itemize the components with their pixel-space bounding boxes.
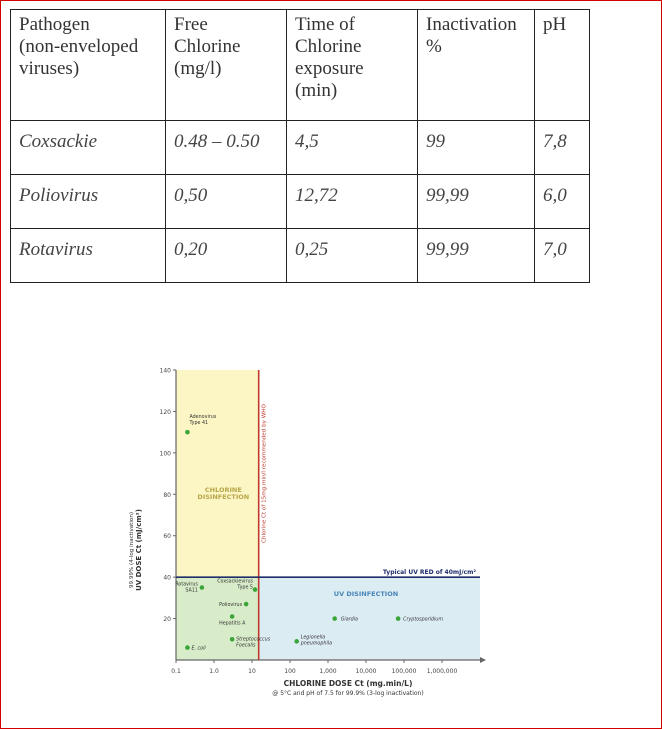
disinfection-chart bbox=[118, 358, 498, 708]
uv-red-label: Typical UV RED of 40mJ/cm² bbox=[382, 569, 476, 577]
point-label: Poliovirus bbox=[219, 603, 243, 609]
y-tick-label: 60 bbox=[163, 533, 171, 541]
x-tick-label: 1,000,000 bbox=[426, 668, 458, 675]
x-axis-subtitle: @ 5°C and pH of 7.5 for 99.9% (3-log inactivation) bbox=[272, 690, 424, 697]
table-cell: 0,25 bbox=[287, 229, 418, 283]
point-label: Type 41 bbox=[189, 421, 209, 427]
y-tick-label: 140 bbox=[159, 367, 171, 375]
data-point bbox=[200, 585, 205, 590]
chlorine-region bbox=[176, 370, 259, 577]
header-inactivation: Inactivation % bbox=[418, 10, 535, 121]
table-row bbox=[11, 175, 590, 229]
table-cell: 6,0 bbox=[535, 175, 590, 229]
data-point bbox=[244, 602, 249, 607]
uv-region-label: UV DISINFECTION bbox=[333, 589, 399, 598]
x-tick-label: 100,000 bbox=[391, 668, 417, 675]
table-cell: 0.48 – 0.50 bbox=[166, 121, 287, 175]
x-tick-label: 10 bbox=[248, 668, 256, 675]
table-cell: Coxsackie bbox=[11, 121, 166, 175]
header-free-chlorine: Free Chlorine (mg/l) bbox=[166, 10, 287, 121]
table-cell: 0,50 bbox=[166, 175, 287, 229]
table-header-row bbox=[11, 10, 590, 121]
table-cell: 0,20 bbox=[166, 229, 287, 283]
x-tick-label: 1.0 bbox=[209, 668, 219, 675]
header-exposure-time: Time of Chlorine exposure (min) bbox=[287, 10, 418, 121]
who-line-label: Chlorine Ct of 15mg.min/l recommended by WHO bbox=[261, 404, 268, 544]
data-point bbox=[332, 616, 337, 621]
table-cell: Poliovirus bbox=[11, 175, 166, 229]
point-label: SA11 bbox=[185, 588, 198, 594]
header-ph: pH bbox=[535, 10, 590, 121]
chlorine-region-label: DISINFECTION bbox=[197, 493, 250, 502]
x-tick-label: 1,000 bbox=[319, 668, 337, 675]
point-label: Giardia bbox=[340, 617, 358, 623]
table-cell: 4,5 bbox=[287, 121, 418, 175]
data-point bbox=[253, 587, 258, 592]
point-label: Type 5 bbox=[237, 585, 254, 591]
table-cell: 99,99 bbox=[418, 175, 535, 229]
pathogen-table bbox=[10, 9, 590, 283]
table-cell: 99,99 bbox=[418, 229, 535, 283]
x-tick-label: 0.1 bbox=[171, 668, 181, 675]
y-axis-title: UV DOSE Ct (mJ/cm²) bbox=[135, 509, 143, 591]
data-point bbox=[230, 614, 235, 619]
table-cell: 99 bbox=[418, 121, 535, 175]
point-label: Rotavirus bbox=[175, 582, 198, 588]
header-pathogen: Pathogen (non-enveloped viruses) bbox=[11, 10, 166, 121]
table-row bbox=[11, 229, 590, 283]
point-label: Foecalis bbox=[236, 643, 256, 649]
y-tick-label: 80 bbox=[163, 491, 171, 499]
table-cell: Rotavirus bbox=[11, 229, 166, 283]
data-point bbox=[396, 616, 401, 621]
table-cell: 7,8 bbox=[535, 121, 590, 175]
data-point bbox=[185, 645, 190, 650]
point-label: Coxsackievirus bbox=[217, 579, 254, 585]
x-tick-label: 10,000 bbox=[355, 668, 377, 675]
y-tick-label: 100 bbox=[159, 450, 171, 458]
y-tick-label: 20 bbox=[163, 616, 171, 624]
point-label: Legionella bbox=[300, 635, 326, 641]
x-tick-label: 100 bbox=[284, 668, 296, 675]
point-label: Adenovirus bbox=[189, 415, 217, 421]
y-tick-label: 40 bbox=[163, 574, 171, 582]
data-point bbox=[230, 637, 235, 642]
x-axis-arrow-icon bbox=[480, 657, 486, 663]
y-tick-label: 120 bbox=[159, 408, 171, 416]
point-label: Hepatitis A bbox=[219, 621, 246, 627]
table-cell: 7,0 bbox=[535, 229, 590, 283]
point-label: Cryptosporidium bbox=[403, 617, 444, 623]
table-row bbox=[11, 121, 590, 175]
y-axis-subtitle: 99.99% (4-log inactivation) bbox=[129, 511, 135, 589]
chlorine-region-label: CHLORINE bbox=[204, 486, 242, 495]
table-cell: 12,72 bbox=[287, 175, 418, 229]
point-label: pneumophila bbox=[300, 641, 333, 647]
x-axis-title: CHLORINE DOSE Ct (mg.min/L) bbox=[283, 679, 413, 688]
point-label: E. coli bbox=[191, 646, 206, 652]
data-point bbox=[294, 639, 299, 644]
data-point bbox=[185, 430, 190, 435]
point-label: Streptococcus bbox=[236, 637, 271, 643]
